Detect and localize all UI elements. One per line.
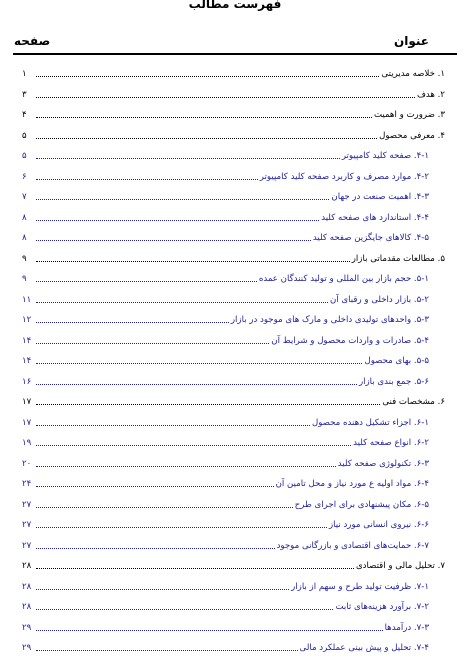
toc-entry-page: ۵: [22, 151, 27, 161]
toc-entry-title: ۴-۱. صفحه کلید کامپیوتر: [341, 151, 429, 161]
toc-entry[interactable]: [22, 456, 445, 469]
toc-dot-leader: [36, 280, 257, 282]
toc-dot-leader: [36, 465, 336, 467]
toc-dot-leader: [36, 301, 328, 303]
toc-entry[interactable]: [22, 374, 445, 387]
toc-entry[interactable]: [22, 415, 445, 428]
toc-entry-page: ۱: [22, 69, 27, 79]
toc-entry-page: ۱۶: [22, 376, 32, 387]
toc-dot-leader: [36, 157, 340, 159]
toc-entry[interactable]: [22, 333, 445, 346]
toc-entry[interactable]: [22, 128, 445, 141]
toc-entry-title: ۷-۳. درآمدها: [384, 622, 429, 633]
toc-dot-leader: [36, 424, 310, 426]
toc-entry-title: ۷-۲. برآورد هزینه‌های ثابت: [335, 602, 429, 612]
toc-entry[interactable]: [22, 497, 445, 510]
toc-entry[interactable]: [22, 271, 445, 284]
toc-entry-title: ۶-۷. حمایت‌های اقتصادی و بازرگانی موجود: [276, 540, 429, 551]
column-header-page: صفحه: [14, 34, 51, 48]
toc-entry[interactable]: [22, 353, 445, 366]
toc-entry[interactable]: [22, 251, 445, 264]
toc-dot-leader: [36, 403, 380, 405]
toc-entry-page: ۲۹: [22, 643, 32, 653]
toc-entry[interactable]: [22, 476, 445, 489]
toc-dot-leader: [36, 260, 350, 262]
toc-entry-page: ۱۹: [22, 438, 32, 448]
toc-dot-leader: [36, 362, 362, 364]
document-title: فهرست مطالب: [188, 0, 282, 11]
toc-entry-page: ۸: [22, 233, 27, 243]
toc-entry[interactable]: [22, 107, 445, 120]
toc-dot-leader: [36, 649, 298, 651]
toc-entry-title: ۳. ضرورت و اهمیت: [373, 110, 445, 120]
toc-entry-page: ۸: [22, 212, 27, 223]
toc-entry-title: ۶-۴. مواد اولیه ع مورد نیاز و محل تامین آن: [275, 479, 429, 489]
toc-entry-title: ۵-۶. جمع بندی بازار: [358, 376, 429, 387]
toc-entry-title: ۶-۶. نیروی انسانی مورد نیاز: [329, 520, 429, 530]
toc-entry-page: ۲۷: [22, 520, 32, 530]
toc-entry-page: ۱۲: [22, 315, 32, 325]
toc-entry-page: ۷: [22, 192, 27, 202]
toc-dot-leader: [36, 567, 354, 569]
toc-dot-leader: [36, 239, 311, 241]
toc-entry-title: ۵. مطالعات مقدماتی بازار: [351, 253, 445, 264]
toc-entry-page: ۲۸: [22, 581, 32, 592]
toc-entry-page: ۳: [22, 89, 27, 100]
toc-entry-title: ۵-۲. بازار داخلی و رقبای آن: [329, 294, 429, 305]
toc-entry-title: ۱. خلاصه مدیریتی: [381, 69, 445, 79]
toc-entry-title: ۷-۱. ظرفیت تولید طرح و سهم از بازار: [291, 581, 429, 592]
toc-entry-title: ۷-۴. تحلیل و پیش بینی عملکرد مالی: [299, 643, 429, 653]
toc-entry-title: ۶-۵. مکان پیشنهادی برای اجرای طرح: [294, 499, 429, 510]
toc-entry-page: ۲۸: [22, 561, 32, 571]
toc-entry-title: ۴-۴. استاندارد های صفحه کلید: [321, 212, 429, 223]
toc-entry[interactable]: [22, 189, 445, 202]
toc-entry[interactable]: [22, 292, 445, 305]
toc-entry[interactable]: [22, 579, 445, 592]
toc-entry-title: ۲. هدف: [416, 89, 445, 100]
toc-dot-leader: [36, 137, 377, 139]
column-header-title: عنوان: [394, 34, 429, 48]
toc-entry-page: ۹: [22, 253, 27, 264]
toc-entry[interactable]: [22, 230, 445, 243]
toc-dot-leader: [36, 506, 293, 508]
toc-entry[interactable]: [22, 558, 445, 571]
toc-entry-page: ۲۰: [22, 458, 32, 469]
toc-dot-leader: [36, 116, 372, 118]
toc-entry[interactable]: [22, 87, 445, 100]
toc-entry-page: ۲۴: [22, 479, 32, 489]
toc-dot-leader: [36, 75, 379, 77]
toc-entry-title: ۷. تحلیل مالی و اقتصادی: [355, 561, 445, 571]
toc-entry-page: ۱۱: [22, 294, 32, 305]
toc-entry-title: ۴-۲. موارد مصرف و کاربرد صفحه کلید کامپیوتر: [259, 171, 429, 182]
toc-dot-leader: [36, 96, 415, 98]
toc-entry[interactable]: [22, 620, 445, 633]
toc-entry-title: ۶-۳. تکنولوژی صفحه کلید: [337, 458, 429, 469]
toc-entry-page: ۱۷: [22, 397, 32, 407]
toc-entry-page: ۲۷: [22, 540, 32, 551]
toc-dot-leader: [36, 444, 351, 446]
toc-dot-leader: [36, 383, 357, 385]
toc-entry[interactable]: [22, 640, 445, 653]
toc-entry[interactable]: [22, 312, 445, 325]
toc-dot-leader: [36, 526, 327, 528]
toc-entry-page: ۱۷: [22, 417, 32, 428]
toc-entry[interactable]: [22, 394, 445, 407]
toc-entry-page: ۹: [22, 274, 27, 284]
toc-dot-leader: [36, 219, 319, 221]
toc-entry-page: ۵: [22, 130, 27, 141]
toc-entry[interactable]: [22, 169, 445, 182]
toc-entry-page: ۲۹: [22, 622, 32, 633]
toc-dot-leader: [36, 342, 269, 344]
toc-entry[interactable]: [22, 66, 445, 79]
toc-entry-title: ۵-۴. صادرات و واردات محصول و شرایط آن: [271, 335, 429, 346]
toc-dot-leader: [36, 588, 289, 590]
toc-dot-leader: [36, 608, 333, 610]
toc-entry[interactable]: [22, 210, 445, 223]
toc-dot-leader: [36, 198, 329, 200]
toc-entry-title: ۵-۱. حجم بازار بین المللی و تولید کنندگان عمده: [258, 274, 429, 284]
toc-entry-page: ۲۸: [22, 602, 32, 612]
toc-dot-leader: [36, 178, 258, 180]
toc-entry-title: ۵-۳. واحدهای تولیدی داخلی و مارک های موجود در بازار: [230, 315, 429, 325]
toc-entry[interactable]: [22, 148, 445, 161]
toc-entry[interactable]: [22, 538, 445, 551]
toc-entry-page: ۲۷: [22, 499, 32, 510]
toc-dot-leader: [36, 485, 274, 487]
toc-entry-title: ۴-۳. اهمیت صنعت در جهان: [331, 192, 429, 202]
toc-entry-title: ۶. مشخصات فنی: [382, 397, 445, 407]
toc-entry-title: ۶-۱. اجزاء تشکیل دهنده محصول: [311, 417, 429, 428]
toc-entry-page: ۴: [22, 110, 27, 120]
toc-entry-page: ۶: [22, 171, 27, 182]
toc-entry-title: ۴. معرفی محصول: [379, 130, 445, 141]
toc-entry-page: ۱۴: [22, 335, 32, 346]
toc-dot-leader: [36, 629, 383, 631]
toc-entry-title: ۴-۵. کالاهای جایگزین صفحه کلید: [312, 233, 429, 243]
toc-entry[interactable]: [22, 517, 445, 530]
toc-entry-title: ۶-۲. انواع صفحه کلید: [353, 438, 429, 448]
toc-dot-leader: [36, 321, 229, 323]
toc-entry-page: ۱۴: [22, 356, 32, 366]
toc-entry-title: ۵-۵. بهای محصول: [364, 356, 429, 366]
toc-entry[interactable]: [22, 599, 445, 612]
toc-entry[interactable]: [22, 435, 445, 448]
toc-dot-leader: [36, 547, 275, 549]
